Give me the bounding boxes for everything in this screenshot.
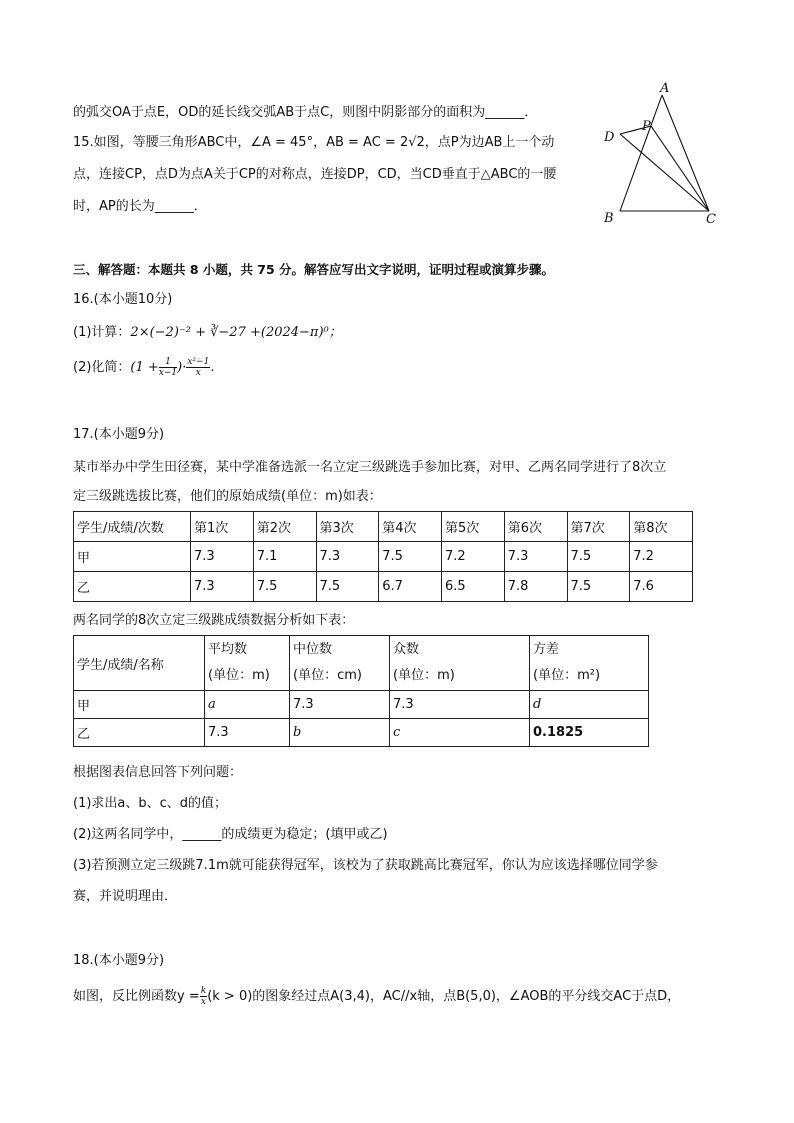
q16-header: 16.(本小题10分) xyxy=(73,292,173,307)
table-cell: 6.5 xyxy=(442,572,505,602)
q16-fraction-1 xyxy=(159,357,177,378)
table-cell: 甲 xyxy=(74,691,205,719)
table-header-cell: 第6次 xyxy=(504,512,567,542)
table-cell: 7.3 xyxy=(504,542,567,572)
header-unit: (单位：m) xyxy=(393,668,455,683)
q16-part-1-expression: 2×(−2)⁻² + ∛−27 +(2024−π)⁰； xyxy=(130,325,342,340)
table-cell: 7.5 xyxy=(379,542,442,572)
header-name: 平均数 xyxy=(208,642,248,657)
header-unit: (单位：cm) xyxy=(293,668,362,683)
segment-AB xyxy=(620,95,662,211)
q18-fraction-denominator: x xyxy=(200,997,206,1007)
q16-part-1-label: (1)计算： xyxy=(73,325,131,340)
table-cell: 7.3 xyxy=(316,542,379,572)
table-header-cell: 第1次 xyxy=(191,512,254,542)
table-header-cell xyxy=(290,636,390,691)
table-header-cell: 第2次 xyxy=(253,512,316,542)
table-cell: 7.3 xyxy=(390,691,530,719)
table-header-cell: 第7次 xyxy=(567,512,630,542)
q14-tail-text: 的弧交OA于点E，OD的延长线交弧AB于点C，则图中阴影部分的面积为______． xyxy=(73,105,538,120)
q15-line-3: 时，AP的长为______． xyxy=(73,199,207,214)
table-corner-cell: 学生/成绩/名称 xyxy=(74,636,205,691)
table-row xyxy=(74,542,693,572)
q17-prompt: 根据图表信息回答下列问题： xyxy=(73,765,243,780)
header-name: 方差 xyxy=(533,642,560,657)
table-header-cell xyxy=(530,636,649,691)
table-header-cell xyxy=(205,636,290,691)
table-cell: c xyxy=(390,719,530,747)
section-3-heading: 三、解答题：本题共 8 小题，共 75 分。解答应写出文字说明，证明过程或演算步骤。 xyxy=(73,262,555,277)
q16-fraction-2-denominator: x xyxy=(195,368,201,378)
table-cell: 7.1 xyxy=(253,542,316,572)
table-cell: 7.5 xyxy=(253,572,316,602)
table-cell: 7.3 xyxy=(205,719,290,747)
q16-fraction-2-numerator: x²−1 xyxy=(187,357,210,367)
q17-part-3-line-2: 赛，并说明理由． xyxy=(73,889,178,904)
header-name: 众数 xyxy=(393,642,420,657)
table-cell: 7.8 xyxy=(504,572,567,602)
q16-part-2-label: (2)化简： xyxy=(73,360,131,375)
table-cell: 乙 xyxy=(74,572,191,602)
header-unit: (单位：m) xyxy=(208,668,270,683)
table-cell: 7.5 xyxy=(567,542,630,572)
table-cell: 6.7 xyxy=(379,572,442,602)
table-cell: 7.2 xyxy=(442,542,505,572)
q18-statement xyxy=(73,986,680,1007)
table-cell: 0.1825 xyxy=(530,719,649,747)
table-cell: 乙 xyxy=(74,719,205,747)
table-cell: 7.6 xyxy=(630,572,693,602)
q16-close-dot: )· xyxy=(177,360,187,375)
table-cell: 甲 xyxy=(74,542,191,572)
table-cell: 7.2 xyxy=(630,542,693,572)
table-cell: 7.5 xyxy=(567,572,630,602)
q17-part-2: (2)这两名同学中，______的成绩更为稳定；(填甲或乙) xyxy=(73,827,388,842)
q16-part-2 xyxy=(73,357,214,378)
q15-line-2: 点，连接CP，点D为点A关于CP的对称点，连接DP，CD，当CD垂直于△ABC的一腰 xyxy=(73,167,557,182)
q16-fraction-1-denominator: x−1 xyxy=(158,368,178,378)
q18-header: 18.(本小题9分) xyxy=(73,953,165,968)
q17-header: 17.(本小题9分) xyxy=(73,427,165,442)
q16-fraction-2 xyxy=(186,357,210,378)
header-name: 中位数 xyxy=(293,642,333,657)
label-D: D xyxy=(604,130,615,145)
table-cell: 7.3 xyxy=(191,542,254,572)
q15-triangle-figure xyxy=(596,82,726,227)
table-cell: a xyxy=(205,691,290,719)
q18-statement-post: (k > 0)的图象经过点A(3,4)，AC//x轴，点B(5,0)，∠AOB的平分线交AC于点D， xyxy=(207,989,681,1004)
q17-part-1: (1)求出a、b、c、d的值； xyxy=(73,796,228,811)
label-P: P xyxy=(642,119,651,134)
table-header-row xyxy=(74,636,649,691)
q15-line-1: 15.如图，等腰三角形ABC中，∠A = 45°，AB = AC = 2√2，点P为边AB上一个动 xyxy=(73,135,555,150)
table-header-cell: 第4次 xyxy=(379,512,442,542)
table-header-row xyxy=(74,512,693,542)
table-cell: d xyxy=(530,691,649,719)
table-cell: 7.3 xyxy=(290,691,390,719)
table-header-cell: 学生/成绩/次数 xyxy=(74,512,191,542)
label-A: A xyxy=(660,82,670,96)
q17-intro-line-2: 定三级跳选拔比赛，他们的原始成绩(单位：m)如表： xyxy=(73,489,382,504)
q18-fraction-numerator: k xyxy=(200,986,207,996)
table-cell: 7.5 xyxy=(316,572,379,602)
q17-intro-line-1: 某市举办中学生田径赛，某中学准备选派一名立定三级跳选手参加比赛，对甲、乙两名同学进行了8次立 xyxy=(73,460,667,475)
table-header-cell xyxy=(390,636,530,691)
table-header-cell: 第5次 xyxy=(442,512,505,542)
q17-raw-scores-table xyxy=(73,511,693,602)
q17-table-2-caption: 两名同学的8次立定三级跳成绩数据分析如下表： xyxy=(73,613,355,628)
q16-end-period: . xyxy=(210,360,215,375)
q16-part-1 xyxy=(73,323,342,343)
table-row xyxy=(74,572,693,602)
q17-analysis-table xyxy=(73,635,649,747)
table-row xyxy=(74,691,649,719)
header-unit: (单位：m²) xyxy=(533,668,601,683)
q17-part-3-line-1: (3)若预测立定三级跳7.1m就可能获得冠军，该校为了获取跳高比赛冠军，你认为应该选择哪位同学参 xyxy=(73,858,658,873)
q16-fraction-1-numerator: 1 xyxy=(159,357,177,368)
table-cell: b xyxy=(290,719,390,747)
q18-statement-pre: 如图，反比例函数y = xyxy=(73,989,200,1004)
table-header-cell: 第8次 xyxy=(630,512,693,542)
table-cell: 7.3 xyxy=(191,572,254,602)
q16-open-paren: (1 + xyxy=(130,360,159,375)
table-header-cell: 第3次 xyxy=(316,512,379,542)
label-B: B xyxy=(604,211,614,226)
table-row xyxy=(74,719,649,747)
label-C: C xyxy=(706,212,716,227)
